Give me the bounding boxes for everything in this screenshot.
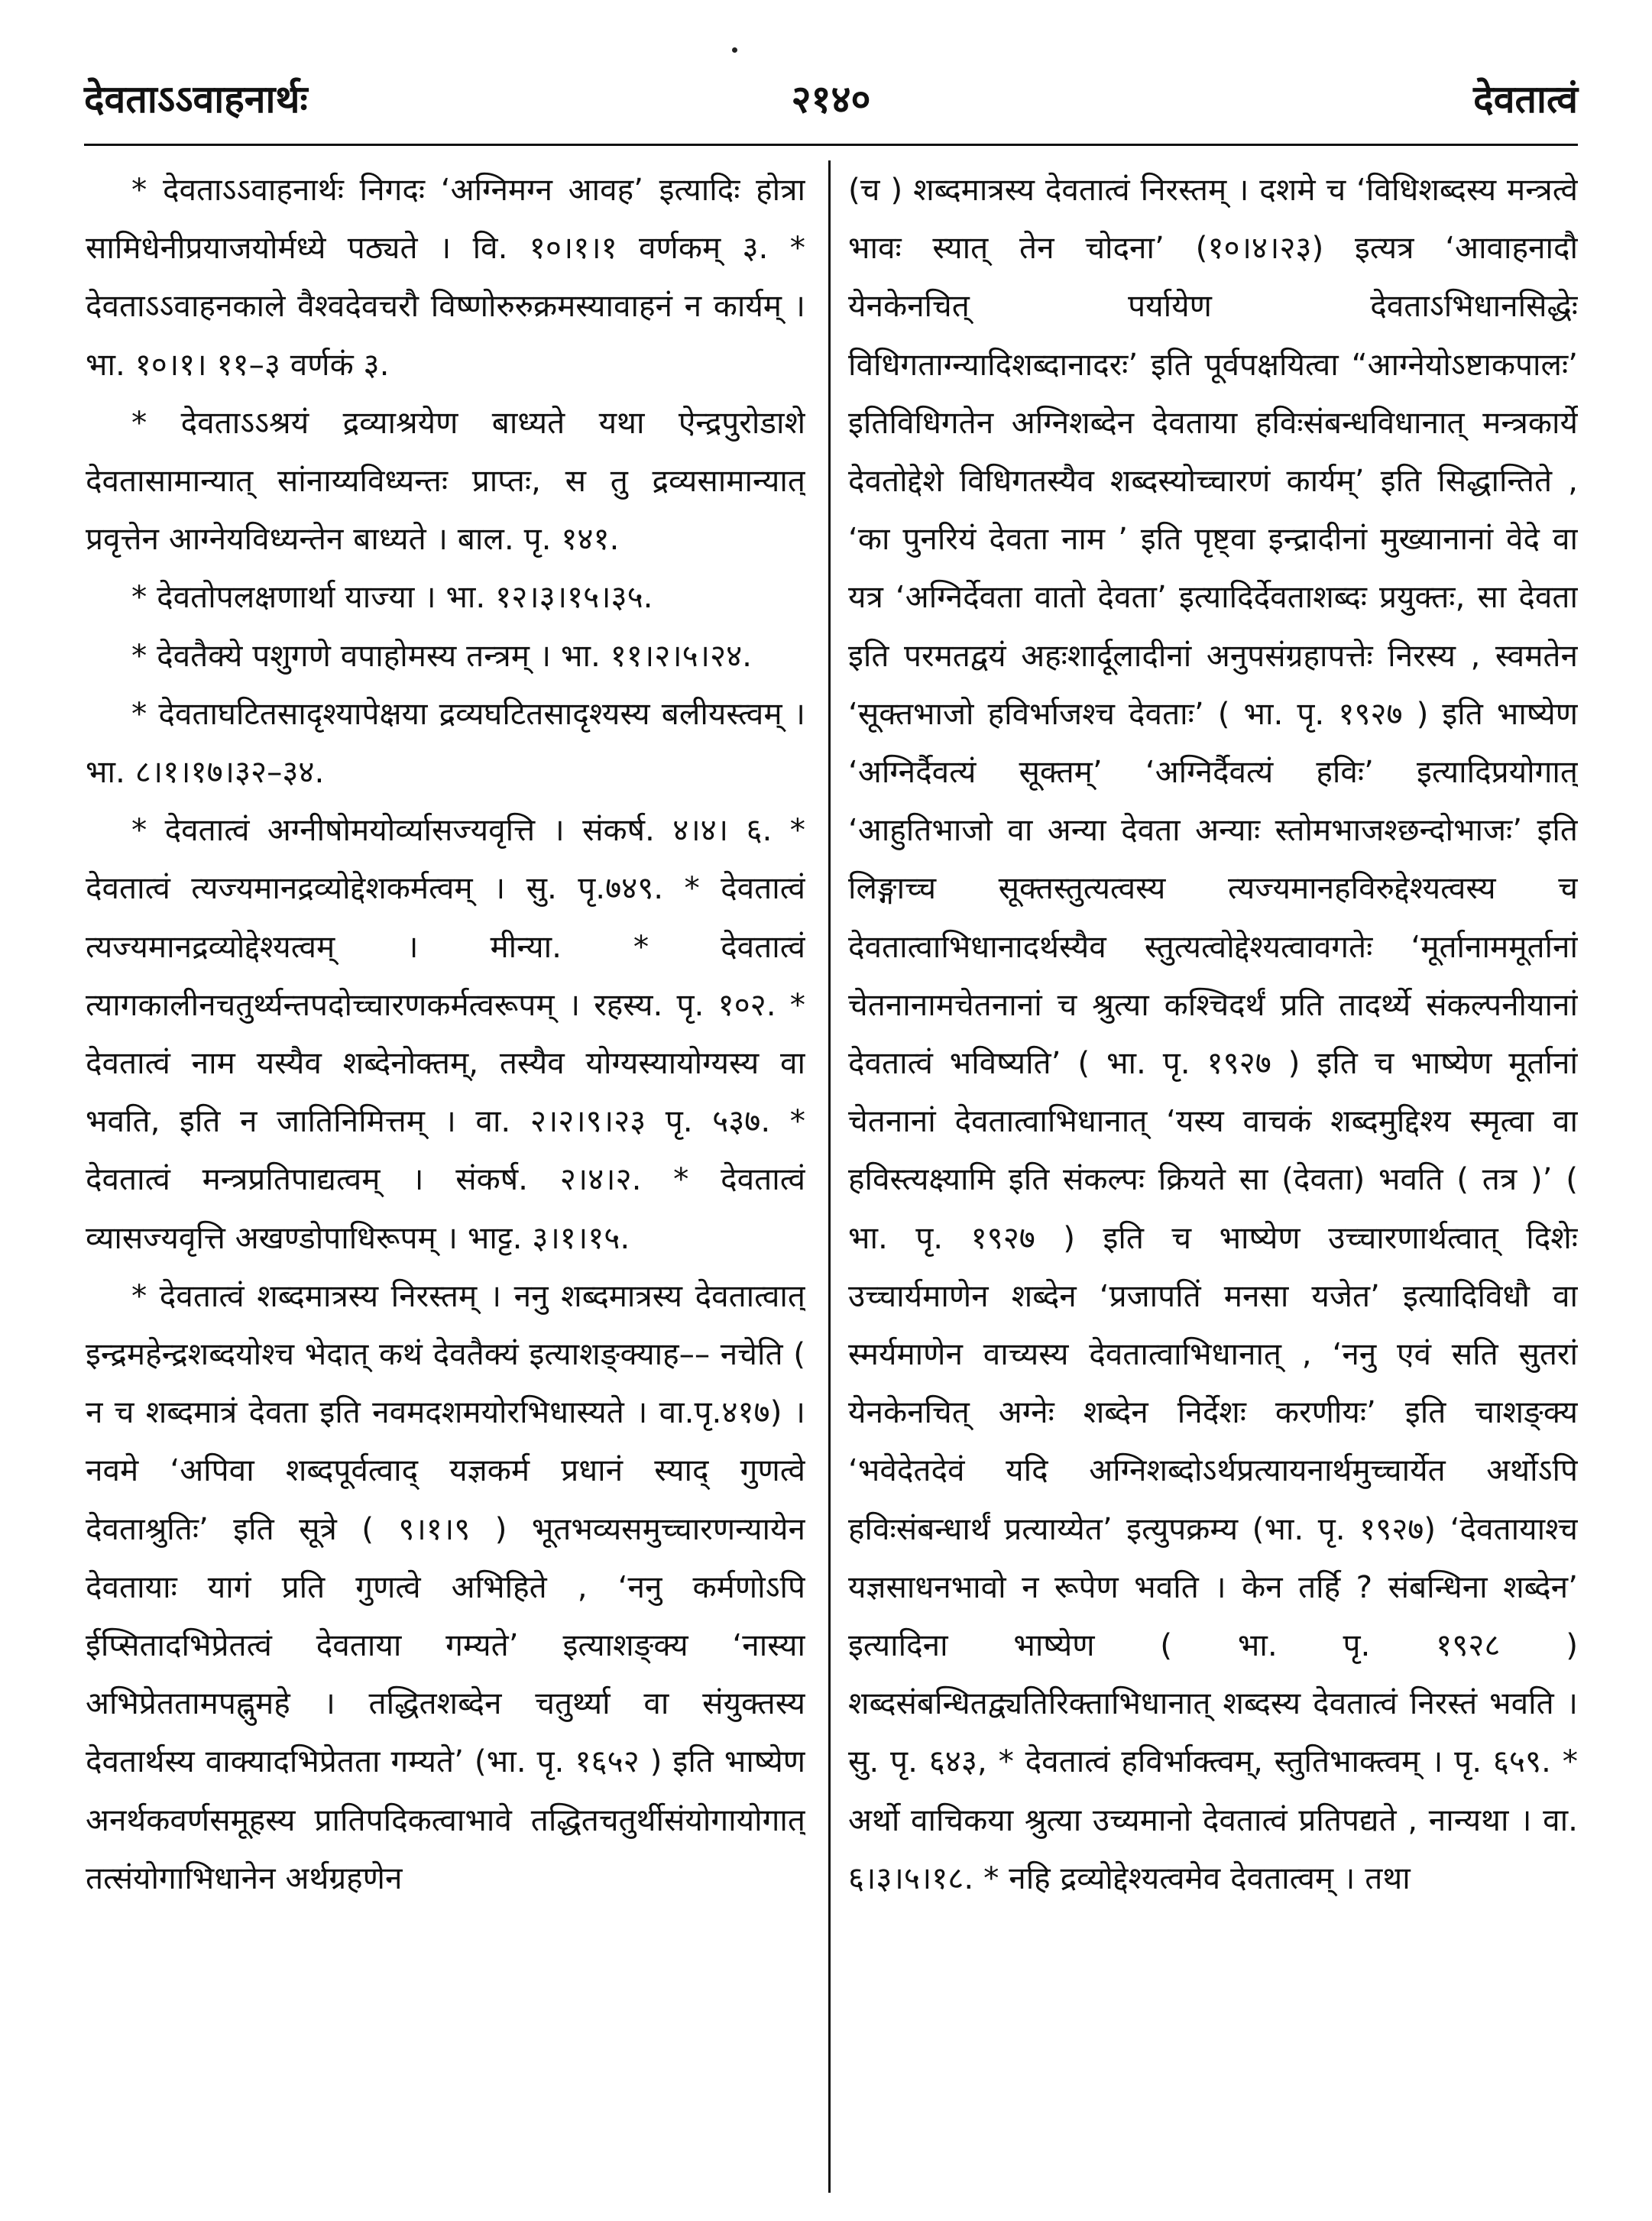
entry-devataikye: * देवतैक्ये पशुगणे वपाहोमस्य तन्त्रम् । भा. ११।२।५।२४.	[131, 636, 753, 674]
entry-devataghatita: * देवताघटितसादृश्यापेक्षया द्रव्यघटितसादृश्यस्य बलीयस्त्वम् । भा. ८।१।१७।३२–३४.	[86, 694, 805, 791]
header-rule	[84, 144, 1578, 146]
page-header	[84, 63, 1578, 131]
header-right-keyword: देवतात्वं	[1473, 77, 1578, 121]
left-column	[86, 160, 805, 2200]
entry-devatopalakshana: * देवतोपलक्षणार्था याज्या । भा. १२।३।१५।३५.	[131, 578, 653, 616]
entry-devatatvam-definitions: * देवतात्वं अग्नीषोमयोर्व्यासज्यवृत्ति । संकर्ष. ४।४। ६. * देवतात्वं त्यज्यमानद्रव्योद्देशकर्मत्वम् । सु. पृ.७४९. * देवतात्वं त्यज्यमानद्रव्योद्देश्यत्वम् । मीन्या. * देवतात्वं त्यागकालीनचतुर्थ्यन्तपदोच्चारणकर्मत्वरूपम् । रहस्य. पृ. १०२. * देवतात्वं नाम यस्यैव शब्देनोक्तम्, तस्यैव योग्यस्यायोग्यस्य वा भवति, इति न जातिनिमित्तम् । वा. २।२।९।२३ पृ. ५३७. * देवतात्वं मन्त्रप्रतिपाद्यत्वम् । संकर्ष. २।४।२. * देवतात्वं व्यासज्यवृत्ति अखण्डोपाधिरूपम् । भाट्ट. ३।१।१५.	[86, 811, 805, 1256]
entry-continuation: (च ) शब्दमात्रस्य देवतात्वं निरस्तम् । दशमे च ‘विधिशब्दस्य मन्त्रत्वे भावः स्यात् तेन चोदना’ (१०।४।२३) इत्यत्र ‘आवाहनादौ येनकेनचित् पर्यायेण देवताऽभिधानसिद्धेः विधिगताग्न्यादिशब्दानादरः’ इति पूर्वपक्षयित्वा “आग्नेयोऽष्टाकपालः’ इतिविधिगतेन अग्निशब्देन देवताया हविःसंबन्धविधानात् मन्त्रकार्ये देवतोद्देशे विधिगतस्यैव शब्दस्योच्चारणं कार्यम्’ इति सिद्धान्तिते , ‘का पुनरियं देवता नाम ’ इति पृष्ट्वा इन्द्रादीनां मुख्यानानां वेदे वा यत्र ‘अग्निर्देवता वातो देवता’ इत्यादिर्देवताशब्दः प्रयुक्तः, सा देवता इति परमतद्वयं अहःशार्दूलादीनां अनुपसंग्रहापत्तेः निरस्य , स्वमतेन ‘सूक्तभाजो हविर्भाजश्च देवताः’ ( भा. पृ. १९२७ ) इति भाष्येण ‘अग्निर्दैवत्यं सूक्तम्’ ‘अग्निर्दैवत्यं हविः’ इत्यादिप्रयोगात् ‘आहुतिभाजो वा अन्या देवता अन्याः स्तोमभाजश्छन्दोभाजः’ इति लिङ्गाच्च सूक्तस्तुत्यत्वस्य त्यज्यमानहविरुद्देश्यत्वस्य च देवतात्वाभिधानादर्थस्यैव स्तुत्यत्वोद्देश्यत्वावगतेः ‘मूर्तानाममूर्तानां चेतनानामचेतनानां च श्रुत्या कश्चिदर्थं प्रति तादर्थ्ये संकल्पनीयानां देवतात्वं भविष्यति’ ( भा. पृ. १९२७ ) इति च भाष्येण मूर्तानां चेतनानां देवतात्वाभिधानात् ‘यस्य वाचकं शब्दमुद्दिश्य स्मृत्वा वा हविस्त्यक्ष्यामि इति संकल्पः क्रियते सा (देवता) भवति ( तत्र )’ ( भा. पृ. १९२७ ) इति च भाष्येण उच्चारणार्थत्वात् दिशेः उच्चार्यमाणेन शब्देन ‘प्रजापतिं मनसा यजेत’ इत्यादिविधौ वा स्मर्यमाणेन वाच्यस्य देवतात्वाभिधानात् , ‘ननु एवं सति सुतरां येनकेनचित् अग्नेः शब्देन निर्देशः करणीयः’ इति चाशङ्क्य ‘भवेदेतदेवं यदि अग्निशब्दोऽर्थप्रत्यायनार्थमुच्चार्येत अर्थोऽपि हविःसंबन्धार्थं प्रत्याय्येत’ इत्युपक्रम्य (भा. पृ. १९२७) ‘देवतायाश्च यज्ञसाधनभावो न रूपेण भवति । केन तर्हि ? संबन्धिना शब्देन’ इत्यादिना भाष्येण ( भा. पृ. १९२८ ) शब्दसंबन्धितद्व्यतिरिक्ताभिधानात् शब्दस्य देवतात्वं निरस्तं भवति । सु. पृ. ६४३, * देवतात्वं हविर्भाक्त्वम्, स्तुतिभाक्त्वम् । पृ. ६५९. * अर्थो वाचिकया श्रुत्या उच्यमानो देवतात्वं प्रतिपद्यते , नान्यथा । वा. ६।३।५।१८. * नहि द्रव्योद्देश्यत्वमेव देवतात्वम् । तथा	[848, 171, 1578, 1896]
header-left-keyword: देवताऽऽवाहनार्थः	[84, 77, 308, 121]
entry-devatatvam-shabdamatra: * देवतात्वं शब्दमात्रस्य निरस्तम् । ननु शब्दमात्रस्य देवतात्वात् इन्द्रमहेन्द्रशब्दयोश्च भेदात् कथं देवतैक्यं इत्याशङ्क्याह–– नचेति ( न च शब्दमात्रं देवता इति नवमदशमयोरभिधास्यते । वा.पृ.४१७) । नवमे ‘अपिवा शब्दपूर्वत्वाद् यज्ञकर्म प्रधानं स्याद् गुणत्वे देवताश्रुतिः’ इति सूत्रे ( ९।१।९ ) भूतभव्यसमुच्चारणन्यायेन देवतायाः यागं प्रति गुणत्वे अभिहिते , ‘ननु कर्मणोऽपि ईप्सितादभिप्रेतत्वं देवताया गम्यते’ इत्याशङ्क्य ‘नास्या अभिप्रेततामपह्नुमहे । तद्धितशब्देन चतुर्थ्या वा संयुक्तस्य देवतार्थस्य वाक्यादभिप्रेतता गम्यते’ (भा. पृ. १६५२ ) इति भाष्येण अनर्थकवर्णसमूहस्य प्रातिपदिकत्वाभावे तद्धितचतुर्थीसंयोगायोगात् तत्संयोगाभिधानेन अर्थग्रहणेन	[86, 1277, 805, 1896]
page-number: २१४०	[791, 77, 871, 121]
entry-devataavahanartha: * देवताऽऽवाहनार्थः निगदः ‘अग्निमग्न आवह’ इत्यादिः होत्रा सामिधेनीप्रयाजयोर्मध्ये पठ्यते । वि. १०।१।१ वर्णकम् ३. * देवताऽऽवाहनकाले वैश्वदेवचरौ विष्णोरुरुक्रमस्यावाहनं न कार्यम् । भा. १०।१। ११–३ वर्णकं ३.	[86, 171, 805, 383]
ink-dot	[732, 47, 737, 53]
column-divider	[828, 160, 831, 2193]
entry-devataashrayam: * देवताऽऽश्रयं द्रव्याश्रयेण बाध्यते यथा ऐन्द्रपुरोडाशे देवतासामान्यात् सांनाय्यविध्यन्तः प्राप्तः, स तु द्रव्यसामान्यात् प्रवृत्तेन आग्नेयविध्यन्तेन बाध्यते । बाल. पृ. १४१.	[86, 403, 805, 558]
right-column	[848, 160, 1578, 2200]
